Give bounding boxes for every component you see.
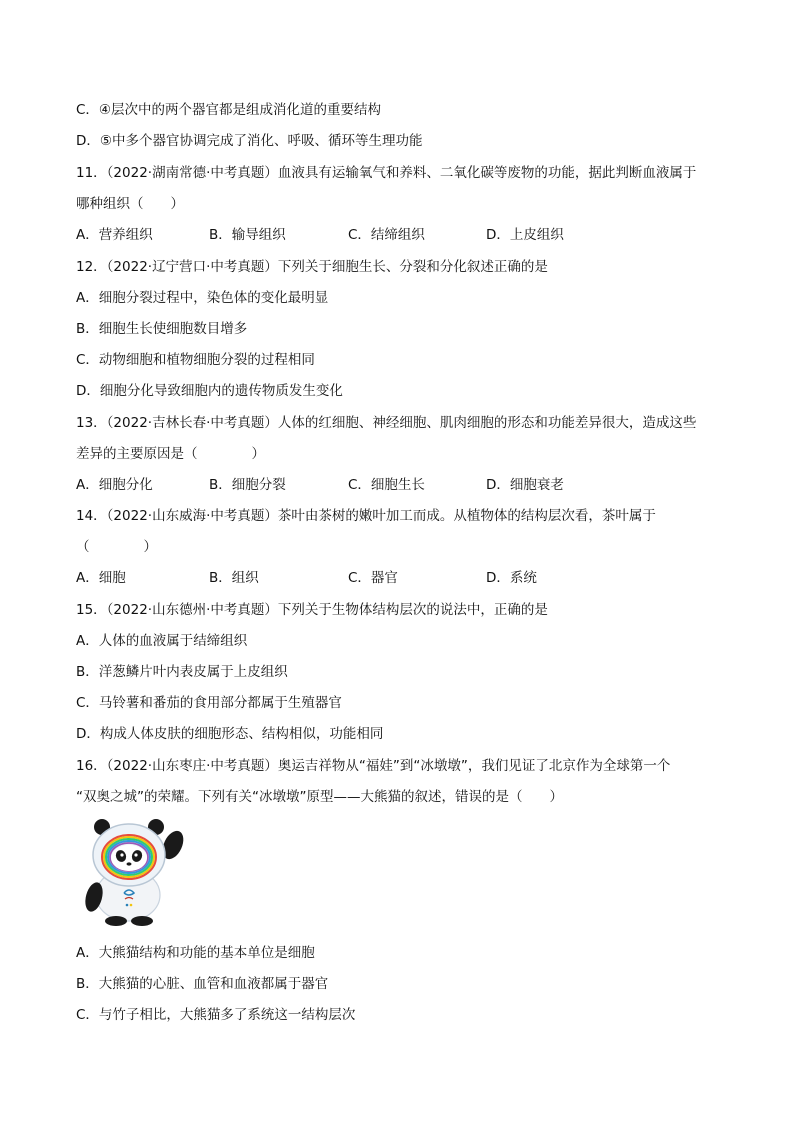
question-12-option-b: B．细胞生长使细胞数目增多 xyxy=(76,321,248,337)
option-d: D．细胞衰老 xyxy=(486,477,564,493)
question-12-stem: 12．（2022·辽宁营口·中考真题）下列关于细胞生长、分裂和分化叙述正确的是 xyxy=(76,259,548,275)
question-16-option-c: C．与竹子相比，大熊猫多了系统这一结构层次 xyxy=(76,1007,356,1023)
question-16-option-a: A．大熊猫结构和功能的基本单位是细胞 xyxy=(76,945,315,961)
option-d-line: D．⑤中多个器官协调完成了消化、呼吸、循环等生理功能 xyxy=(76,133,423,149)
option-a: A．营养组织 xyxy=(76,227,153,243)
question-15-option-d: D．构成人体皮肤的细胞形态、结构相似，功能相同 xyxy=(76,726,384,742)
option-d: D．系统 xyxy=(486,570,537,586)
question-16-option-b: B．大熊猫的心脏、血管和血液都属于器官 xyxy=(76,976,329,992)
question-14-stem-cont: （ ） xyxy=(76,539,157,555)
question-12-option-a: A．细胞分裂过程中，染色体的变化最明显 xyxy=(76,290,329,306)
question-16-stem: 16．（2022·山东枣庄·中考真题）奥运吉祥物从“福娃”到“冰墩墩”，我们见证了北京作为全球第一个 xyxy=(76,758,671,774)
option-d: D．上皮组织 xyxy=(486,227,564,243)
option-c: C．细胞生长 xyxy=(348,477,425,493)
question-16-stem-cont: “双奥之城”的荣耀。下列有关“冰墩墩”原型——大熊猫的叙述，错误的是（ ） xyxy=(76,789,563,805)
question-12-option-d: D．细胞分化导致细胞内的遗传物质发生变化 xyxy=(76,383,343,399)
bing-dwen-dwen-image xyxy=(70,815,192,927)
question-15-stem: 15．（2022·山东德州·中考真题）下列关于生物体结构层次的说法中，正确的是 xyxy=(76,602,548,618)
option-c: C．结缔组织 xyxy=(348,227,425,243)
option-a: A．细胞分化 xyxy=(76,477,153,493)
question-13-stem-cont: 差异的主要原因是（ ） xyxy=(76,446,265,462)
question-11-stem-cont: 哪种组织（ ） xyxy=(76,196,184,212)
option-c-line: C．④层次中的两个器官都是组成消化道的重要结构 xyxy=(76,102,382,118)
question-15-option-b: B．洋葱鳞片叶内表皮属于上皮组织 xyxy=(76,664,288,680)
option-b: B．细胞分裂 xyxy=(209,477,286,493)
option-b: B．组织 xyxy=(209,570,259,586)
question-15-option-c: C．马铃薯和番茄的食用部分都属于生殖器官 xyxy=(76,695,342,711)
question-11-stem: 11．（2022·湖南常德·中考真题）血液具有运输氧气和养料、二氧化碳等废物的功能，据此判断血液属于 xyxy=(76,165,697,181)
option-a: A．细胞 xyxy=(76,570,126,586)
question-12-option-c: C．动物细胞和植物细胞分裂的过程相同 xyxy=(76,352,315,368)
question-13-stem: 13．（2022·吉林长春·中考真题）人体的红细胞、神经细胞、肌肉细胞的形态和功能差异很大，造成这些 xyxy=(76,415,697,431)
option-c: C．器官 xyxy=(348,570,398,586)
question-15-option-a: A．人体的血液属于结缔组织 xyxy=(76,633,248,649)
option-b: B．输导组织 xyxy=(209,227,286,243)
question-14-stem: 14．（2022·山东威海·中考真题）茶叶由茶树的嫩叶加工而成。从植物体的结构层次看，茶叶属于 xyxy=(76,508,656,524)
